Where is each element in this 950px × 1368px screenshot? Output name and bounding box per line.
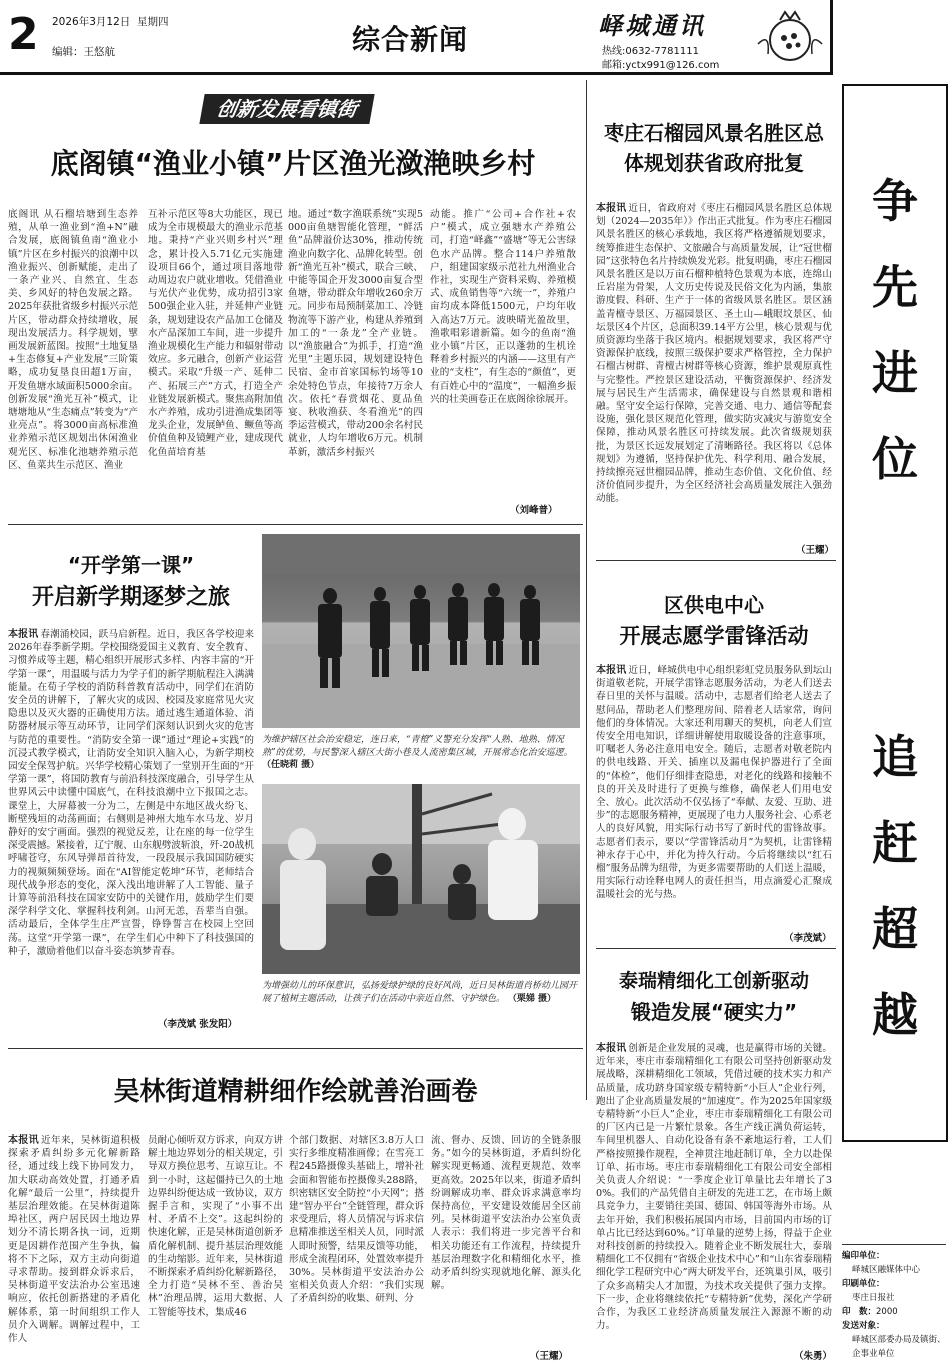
wulin-col-3-text: 个部门数据、对辖区3.8万人口实行多维度精准画像；在雪亮工程245路摄像头基础上，增补社会面和智能布控摄像头288路，织密辖区安全防控“小天网”；搭建“智办平台”全链管理，群众诉求受理后，将人员情况与诉求信息精准推送至相关人员，同时派人即时预警，结果反馈等功能，形成全流程闭环，处置效率提升30%。吴林街道平安法治办公室相关负责人介绍：“我们实现了矛盾纠纷的收集、研判、分 [289, 1135, 424, 1305]
hotline: 热线:0632-7781111 [602, 46, 699, 57]
patrol-caption-credit: （任晓莉 摄） [262, 760, 320, 770]
paper-name: 峄城通讯 [598, 11, 706, 40]
imprint-box [842, 1244, 946, 1361]
rule-col-divider [586, 80, 587, 1100]
dige-col-1 [8, 208, 138, 518]
masthead-rule [0, 72, 830, 75]
wulin-col-2-text: 员耐心倾听双方诉求，向双方讲解土地边界划分的相关规定，引导双方换位思考、互谅互让。不到一小时，这起僵持已久的土地边界纠纷便达成一致协议，双方握手言和，实现了“小事不出村、矛盾不上交”。这起纠纷的快速化解，正是吴林街道创新矛盾化解机制、提升基层治理效能的生动缩影。近年来，吴林街道不断探索矛盾纠纷化解新路径，全力打造“吴林不至、善治吴林”治理品牌，运用大数据、人工智能等技术，集成46 [148, 1135, 283, 1318]
headline-shiliuyuan: 枣庄石榴园风景名胜区总体规划获省政府批复 [604, 121, 824, 175]
slogan-char: 进 [872, 346, 918, 400]
slogan-char: 赶 [872, 816, 918, 870]
shiliuyuan-lead: 本报讯 [596, 203, 627, 214]
headline-kaixue-1: “开学第一课” [67, 553, 195, 577]
slogan-box [842, 84, 948, 1142]
headline-wulin: 吴林街道精耕细作绘就善治画卷 [113, 1077, 478, 1107]
imprint-editor-label: 编印单位： [842, 1251, 885, 1261]
planting-photo [262, 784, 580, 974]
headline-tairui-2: 锻造发展“硬实力” [630, 1000, 798, 1024]
section-title: 综合新闻 [351, 23, 468, 56]
headline-gongdian-2: 开展志愿学雷锋活动 [619, 624, 809, 648]
wulin-author: （王耀） [530, 1351, 569, 1362]
slogan-char: 超 [872, 902, 918, 956]
page-number: 2 [8, 9, 39, 60]
headline-kaixue-2: 开启新学期逐梦之旅 [31, 585, 230, 610]
headline-gongdian-1: 区供电中心 [664, 593, 764, 617]
date: 2026年3月12日 [52, 16, 131, 28]
slogan-char: 位 [872, 432, 918, 486]
shiliuyuan-body [596, 202, 832, 538]
planting-caption-credit: （栗娣 摄） [507, 993, 557, 1004]
wulin-lead: 本报讯 [8, 1135, 40, 1146]
wulin-col-1-text: 近年来，吴林街道积极探索矛盾纠纷多元化解新路径，通过线上线下协同发力，加大联动高效处置，打通矛盾化解“最后一公里”，持续提升基层治理效能。在吴林街道陈埠社区，两户居民因土地边界划分不清长期各执一词，近期更是因耕作范围产生争执，偏将不下之际，双方主动向街道寻求帮助。接到群众诉求后，吴林街道平安法治办公室迅速响应，依托创新搭建的矛盾化解体系，第一时间组织工作人员介入调解。调解过程中，工作人 [8, 1135, 140, 1345]
gongdian-text: 近日，峄城供电中心组织彩虹党员服务队到坛山街道敬老院，开展学雷锋志愿服务活动，为老人们送去春日里的关怀与温暖。活动中，志愿者们给老人送去了慰问品，帮助老人们整理房间、陪着老人话家常，询问他们的身体情况。大家还利用聊天的契机，向老人们宣传安全用电知识，详细讲解使用取暖设备的注意事项，叮嘱老人务必注意用电安全。随后，志愿者对敬老院内的供电线路、开关、插座以及漏电保护器进行了全面的“体检”，他们仔细排查隐患，对老化的线路和接触不良的开关及时进行了更换与维修，确保老人们用电安全、放心。此次活动不仅弘扬了“奉献、友爱、互助、进步”的志愿服务精神，更展现了电力人服务社会、心系老人的良好风貌，用实际行动书写了新时代的雷锋故事。志愿者们表示，要以“学雷锋活动月”为契机，让雷锋精神永存于心中，并化为持久行动。今后将继续以“红石榴”服务品牌为纽带，为更多需要帮助的人们送上温暖，用实际行动诠释电网人的责任担当，用点滴爱心汇聚成温暖社会的光与热。 [596, 665, 832, 901]
wulin-col-2 [148, 1134, 283, 1362]
rule-dige [8, 524, 583, 525]
editor-credit: 编辑：王悠航 [52, 46, 115, 58]
shiliuyuan-author: （王耀） [796, 545, 835, 556]
weekday: 星期四 [136, 16, 169, 28]
issue-date [52, 14, 168, 29]
rule-wulin-top [8, 1048, 583, 1049]
dige-author: （刘峰普） [510, 505, 558, 516]
column-banner: 创新发展看镇街 [199, 94, 374, 124]
patrol-photo-caption [262, 734, 580, 772]
wulin-col-4-text: 流、督办、反馈、回访的全链条服务。”如今的吴林街道，矛盾纠纷化解实现更畅通、流程更规范、效率更高效。2025年以来，街道矛盾纠纷调解成功率、群众诉求满意率均保持高位，平安建设效能居全区前列。吴林街道平安法治办公室负责人表示：我们将进一步完善平台和相关功能还有工作流程，持续提升基层治理数字化和精细化水平，推动矛盾纠纷实现就地化解、源头化解。 [431, 1135, 581, 1292]
imprint-target-value: 峄城区部委办局及镇街、企事业单位 [852, 1335, 946, 1359]
wulin-col-4 [431, 1134, 581, 1344]
imprint-count [842, 1305, 946, 1319]
tairui-lead: 本报讯 [596, 1043, 627, 1054]
headline-dige: 底阁镇“渔业小镇”片区渔光潋滟映乡村 [50, 147, 536, 180]
dige-col-2-text: 互补示范区等8大功能区，现已成为全市规模最大的渔业示范基地。秉持“产业兴则乡村兴”理念，累计投入5.71亿元实施建设项目66个，通过项目落地带动周边农户就业增收。凭借渔业与光伏产业优势，成功招引3家500强企业入驻，并延伸产业链条，规划建设农产品加工仓储及水产品深加工车间，进一步提升渔业规模化生产能力和辐射带动效应。多元融合，创新产业运营模式。采取“升级一产、延伸二产、拓展三产”方式，打造全产业链发展新模式。聚焦高附加值水产养殖，成功引进渔成集团等龙头企业，发展鲈鱼、鳜鱼等高价值鱼种及镜鲤产业，建成现代化鱼苗培育基 [148, 209, 283, 458]
slogan-char: 越 [872, 988, 918, 1042]
imprint-count-value: 2000 [876, 1307, 898, 1317]
gongdian-body [596, 664, 832, 928]
kaixue-body [8, 628, 254, 1012]
imprint-printer-label: 印刷单位： [842, 1279, 885, 1289]
dige-col-1-text: 底阁讯 从石榴培塘到生态养殖，从单一渔业到“渔+N”融合发展，底阁镇鱼南“渔业小镇”片区在乡村振兴的浪潮中以渔业振兴、创新赋能，走出了一条产业兴、自然宜、生态美、乡风好的特色发展之路。2025年获批省级乡村振兴示范片区，带动群众持续增收，展现出发展活力。科学规划，擘画发展新蓝图。按照“土地复垦+生态修复+产业发展”三阶策略，成功复垦良田超1万亩，开发鱼塘水域面积5000余亩。创新发展“渔光互补”模式，让塘塘地从“生态痛点”转变为“产业亮点”。将3000亩高标准渔业养殖示范区规划出休闲渔业观光区、标准化池塘养殖示范区、鱼菜共生示范区、渔业 [8, 209, 138, 471]
dige-col-3-text: 地。通过“数字渔联系统”实现5000亩鱼塘智能化管理，“鲜活鱼”品牌溢价达30%，推动传统渔业向数字化、品牌化转型。创新“渔光互补”模式，联合三峡、中能等国企开发3000亩复合型鱼塘，带动群众年增收260余万元。同步布局预制菜加工、冷链物流等下游产业，构建从养殖到加工的“一条龙”全产业链。以“渔旅融合”为抓手，打造“渔光里”主题乐园，规划建设特色民宿、金市首家国标钓场等10余处特色节点，年接待7万余人次。依托“春赏烟花、夏品鱼宴、秋收渔获、冬看渔光”的四季运营模式，带动200余名村民就业，人均年增收6万元。机制革新，激活乡村振兴 [288, 209, 423, 458]
tairui-body [596, 1042, 832, 1346]
imprint-count-label: 印 数： [842, 1307, 877, 1317]
tairui-text: 创新是企业发展的灵魂，也是赢得市场的关键。近年来，枣庄市泰瑞精细化工有限公司坚持创新驱动发展战略，深耕精细化工领域，凭借过硬的技术实力和产品质量，成功跻身国家级专精特新“小巨人”企业行列，跑出了企业高质量发展的“加速度”。作为2025年国家级专精特新“小巨人”企业，枣庄市泰瑞精细化工有限公司的厂区内已是一片繁忙景象。各生产线正满负荷运转，车间里机器人、自动化设备有条不紊地运行着，工人们严格按照操作规程，全神贯注地赶制订单，全力以赴保订单、拓市场。枣庄市泰瑞精细化工有限公司安全部相关负责人介绍说：“一季度企业订单量比去年增长了30%。我们的产品凭借自主研发的先进工艺，在市场上颇具竞争力，主要销往美国、德国、韩国等海外市场。从去年开始，我们积极拓展国内市场，目前国内市场的订单占比已经达到60%。”订单量的逆势上扬，得益于企业对科技创新的持续投入。随着企业不断发展壮大，泰瑞精细化工不仅拥有“省级企业技术中心”和“山东省泰瑞精细化学工程研究中心”两大研发平台，还筑巢引凤，吸引了众多高精尖人才加盟，为技术攻关提供了强力支撑。下一步，企业将继续依托“专精特新”优势，深化产学研合作，为我区工业经济高质量发展注入源源不断的动力。 [596, 1043, 832, 1332]
gongdian-author: （李茂斌） [784, 933, 832, 944]
slogan-lower [844, 730, 946, 1042]
patrol-caption-text: 为维护辖区社会治安稳定，连日来，“青橙”义警充分发挥“人熟、地熟、情况熟”的优势，与民警深入辖区大街小巷及人流密集区域，开展常态化治安巡逻。 [262, 735, 573, 758]
planting-caption-text: 为增强幼儿的环保意识，弘扬爱绿护绿的良好风尚，近日吴林街道肖桥幼儿园开展了植树主题活动，让孩子们在活动中亲近自然、守护绿色。 [262, 981, 578, 1004]
pomegranate-logo [752, 4, 828, 68]
shiliuyuan-text: 近日，省政府对《枣庄石榴园风景名胜区总体规划（2024—2035年）》作出正式批复。作为枣庄石榴园风景名胜区的核心承载地，我区将严格遵循规划要求，统筹推进生态保护、文旅融合与高质量发展，让“冠世榴园”这张特色名片持续焕发光彩。批复明确，枣庄石榴园风景名胜区是以万亩石榴种植特色景观为本底，连绵山丘岩崖为骨架，人文历史传说及民俗文化为内涵，集旅游度假、科研、生产于一体的省级风景名胜区。景区涵盖青檀寺景区、万福园景区、圣土山—峨眼坟景区、仙坛景区4个片区，总面积39.14平方公里，核心景观与优质资源均坐落于我区境内。根据规划要求，我区将严守资源保护底线，按照三级保护要求严格管控，全力保护石榴古树群、青檀古树群等核心资源，维护景观原真性与完整性。严控景区建设活动，平衡资源保护、经济发展与居民生产生活需求，确保建设与自然景观和谐相融。坚守安全运行保障，完善交通、电力、通信等配套设施，强化景区规范化管理，做实防灾减灾与游览安全保障，推动风景名胜区可持续发展。此次省级规划获批，为景区长远发展划定了清晰路径。我区将以《总体规划》为遵循，坚持保护优先、科学利用、融合发展，持续擦亮冠世榴园品牌，推动生态价值、文化价值、经济价值同步提升，为全区经济社会高质量发展注入强劲动能。 [596, 203, 832, 505]
wulin-col-1 [8, 1134, 140, 1362]
imprint-printer-value: 枣庄日报社 [852, 1293, 895, 1303]
slogan-char: 争 [872, 174, 918, 228]
dige-col-2 [148, 208, 283, 518]
rule-gongdian [596, 948, 836, 949]
imprint-editor-value: 峄城区融媒体中心 [852, 1265, 921, 1275]
kaixue-lead: 本报讯 [8, 629, 39, 640]
headline-tairui-1: 泰瑞精细化工创新驱动 [618, 970, 809, 992]
dige-col-4 [430, 208, 576, 498]
rule-shiliuyuan [596, 560, 836, 561]
email: 邮箱:yctx991@126.com [602, 60, 720, 71]
gongdian-lead: 本报讯 [596, 665, 627, 676]
wulin-col-3 [289, 1134, 424, 1362]
slogan-char: 先 [872, 260, 918, 314]
kaixue-text: 春潮涌校园，跃马启新程。近日，我区各学校迎来2026年春季新学期。学校围绕爱国主义教育、安全教育、习惯养成等主题，精心组织开展形式多样、内容丰富的“开学第一课”，用温暖与活力为学子们的新学期航程注入满满能量。在荀子学校的消防科普教育活动中，同学们在消防安全员的讲解下，了解火灾的成因、校园及家庭常见火灾隐患以及灭火器的正确使用方法。通过逃生通道体验、消防器材展示等互动环节，让同学们深刻认识到火灾的危害与防范的重要性。“消防安全第一课”通过“理论+实践”的沉浸式教学模式，让消防安全知识入脑入心，为新学期校园安全保驾护航。兴华学校精心策划了一堂别开生面的“开学第一课”，将国防教育与前沿科技深度融合，引导学生从世界风云中读懂中国底气，在科技浪潮中立下报国之志。课堂上，大屏幕被一分为二，左侧是中东地区战火纷飞、断壁残垣的动荡画面；右侧则是神州大地车水马龙、岁月静好的安宁画面。强烈的视觉反差，让在座的每一位学生深受震撼。紧接着，辽宁舰、山东舰劈波斩浪，歼-20战机呼啸苍穹，东风导弹昂首待发，一段段展示我国国防硬实力的视频频频登场。面在“AI智能定乾坤”环节，老师结合现代战争形态的变化，深入浅出地讲解了人工智能、量子计算等前沿科技在国家安防中的关键作用，鼓励学生们要深学科学文化、掌握科技利剑。山河无恙，吾辈当自强。活动最后，全体学生庄严宣誓，铮铮誓言在校园上空回荡。这堂“开学第一课”，在学生们心中种下了科技强国的种子，激励着他们以奋斗姿态筑梦青春。 [8, 629, 254, 957]
kaixue-author: （李茂斌 张发阳） [158, 1019, 238, 1030]
planting-photo-caption [262, 980, 580, 1005]
masthead-divider [830, 0, 833, 75]
slogan-char: 追 [872, 730, 918, 784]
dige-col-4-text: 动能。推广“公司+合作社+农户”模式，成立强塘水产养殖公司，打造“峄鑫”“盛塘”等无公害绿色水产品牌。整合114户养殖散户，组建国家级示范社九州渔业合作社，实现生产资料采购、养殖模式、成鱼销售等“六统一”，养殖户亩均成本降低1500元，户均年收入高达7万元。波映晴光盈故里，渔歌唱彩谱新篇。如今的鱼南“渔业小镇”片区，正以蓬勃的生机诠释着乡村振兴的内涵——这里有产业的“支柱”，有生态的“颜值”，更有百姓心中的“温度”，一幅渔乡振兴的壮美画卷正在底阁徐徐展开。 [430, 209, 576, 405]
slogan-upper [844, 174, 946, 486]
tairui-author: （朱勇） [794, 1351, 833, 1362]
dige-col-3 [288, 208, 423, 518]
patrol-photo [262, 534, 580, 728]
imprint-target-label: 发送对象： [842, 1321, 885, 1331]
